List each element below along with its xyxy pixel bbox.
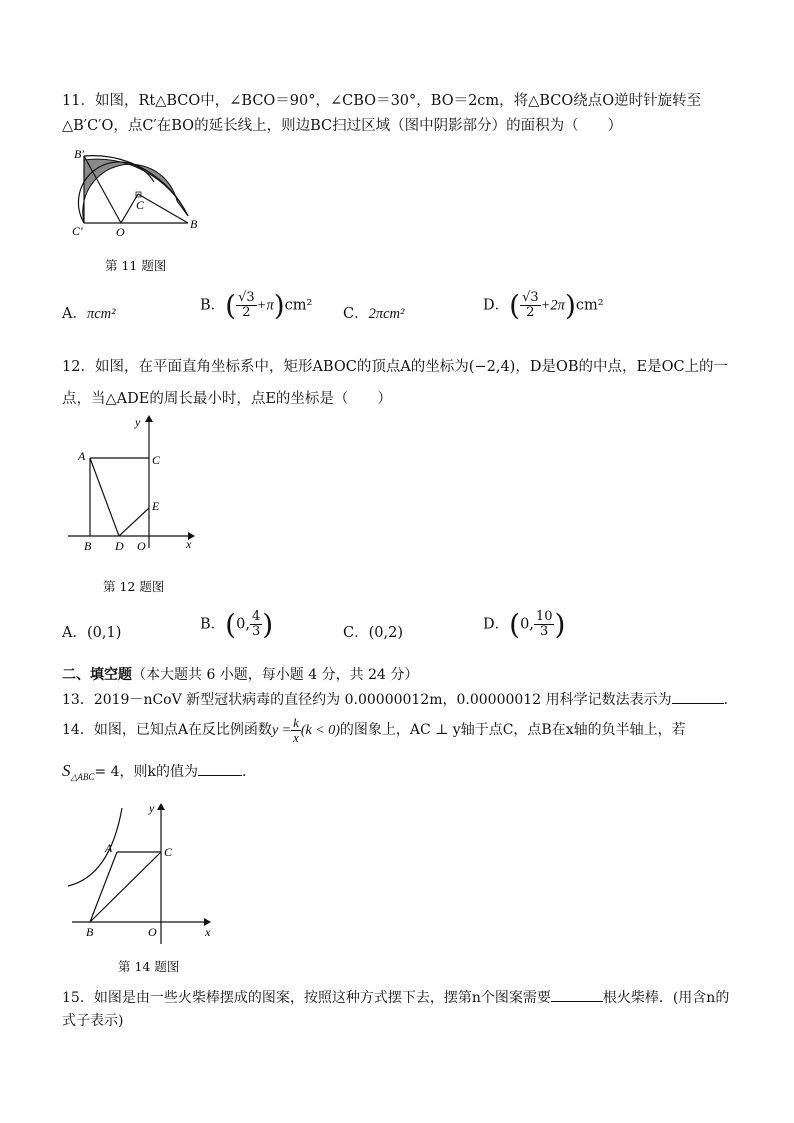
- q12-option-c[interactable]: [343, 621, 403, 642]
- q12-option-a[interactable]: [62, 621, 121, 642]
- q11-option-b[interactable]: B．( $\frac{√3}{2}$ +π)cm²: [200, 289, 313, 322]
- fraction: $\frac{k}{x}$: [293, 714, 299, 745]
- q15-line2: 式子表示): [62, 1013, 124, 1029]
- option-label: A．: [62, 625, 87, 641]
- option-label: C．: [343, 306, 369, 322]
- q14-label-o: O: [148, 925, 157, 939]
- q11-line2: △B′C′O，点C′在BO的延长线上，则边BC扫过区域（图中阴影部分）的面积为（ ）: [62, 118, 623, 134]
- option-label: C．: [343, 625, 369, 641]
- q12-label-a: A: [78, 449, 86, 463]
- option-label: D．: [483, 616, 510, 633]
- q14-label-c: C: [164, 845, 173, 859]
- q12-line2: 点，当△ADE的周长最小时，点E的坐标是（ ）: [62, 391, 392, 407]
- q12-label-x: x: [186, 537, 192, 551]
- option-text: πcm²: [86, 306, 116, 322]
- answer-blank[interactable]: [672, 689, 724, 704]
- q12-label-c: C: [152, 453, 161, 467]
- q14-label-y: y: [149, 801, 155, 815]
- q12-option-b[interactable]: B．(0, $\frac{4}{3}$ ): [200, 608, 274, 641]
- q11-line1: 11．如图，Rt△BCO中，∠BCO＝90°，∠CBO＝30°，BO＝2cm，将△BCO绕点O逆时针旋转至: [62, 93, 702, 109]
- q11-label-cp: C′: [72, 224, 83, 238]
- answer-blank[interactable]: [551, 987, 603, 1002]
- q14-figure: [62, 798, 222, 948]
- q12-label-b: B: [84, 539, 92, 552]
- q12-label-o: O: [137, 539, 146, 552]
- option-text: (0,2): [368, 625, 403, 641]
- fraction: $\frac{4}{3}$: [251, 609, 261, 639]
- q12-option-d[interactable]: D．(0, $\frac{10}{3}$ ): [483, 608, 566, 641]
- answer-blank[interactable]: [198, 761, 242, 776]
- q14-caption: 第 14 题图: [118, 959, 180, 974]
- q11-label-bp: B′: [74, 147, 84, 161]
- option-text: 2πcm²: [368, 306, 405, 322]
- q14-label-a: A: [105, 841, 113, 855]
- q14-label-x: x: [205, 925, 211, 939]
- q11-caption: 第 11 题图: [105, 258, 167, 273]
- q11-option-c[interactable]: [343, 302, 404, 323]
- q12-line1: 12．如图，在平面直角坐标系中，矩形ABOC的顶点A的坐标为(−2,4)，D是OB的中点，E是OC上的一: [62, 359, 729, 375]
- q12-figure: [62, 412, 202, 552]
- q14-label-b: B: [86, 925, 94, 939]
- q12-label-e: E: [152, 499, 160, 513]
- q13-text: 13．2019－nCoV 新型冠状病毒的直径约为 0.00000012m，0.00000012 用科学记数法表示为 ．: [62, 689, 738, 711]
- fraction: $\frac{√3}{2}$: [522, 290, 539, 320]
- option-text: (0,1): [86, 625, 122, 641]
- option-label: B．: [200, 616, 226, 633]
- q11-label-b: B: [190, 217, 198, 231]
- option-label: B．: [200, 297, 226, 314]
- q11-option-a[interactable]: [62, 302, 116, 323]
- q11-label-o: O: [116, 225, 125, 239]
- option-label: D．: [483, 297, 510, 314]
- q12-label-y: y: [135, 415, 141, 429]
- q12-label-d: D: [115, 539, 124, 552]
- q12-caption: 第 12 题图: [103, 579, 165, 594]
- section-heading: 二、填空题（本大题共 6 小题，每小题 4 分，共 24 分）: [62, 667, 419, 683]
- q11-option-d[interactable]: D．( $\frac{√3}{2}$ +2π)cm²: [483, 289, 604, 322]
- q14-line2: $S_{\triangle ABC}= 4$，则k的值为 ．: [62, 761, 256, 782]
- q15-line1: 15．如图是由一些火柴棒摆成的图案，按照这种方式摆下去，摆第n个图案需要 根火柴棒．(用含n的: [62, 987, 729, 1009]
- option-label: A．: [62, 306, 87, 322]
- fraction: $\frac{10}{3}$: [535, 609, 553, 639]
- q11-label-c: C: [136, 198, 145, 212]
- fraction: $\frac{√3}{2}$: [238, 290, 255, 320]
- q14-line1: 14．如图，已知点A在反比例函数y = $\frac{k}{x}$ (k < 0)的图象上，AC ⊥ y轴于点C，点B在x轴的负半轴上，若: [62, 714, 686, 745]
- q11-figure: [70, 146, 210, 241]
